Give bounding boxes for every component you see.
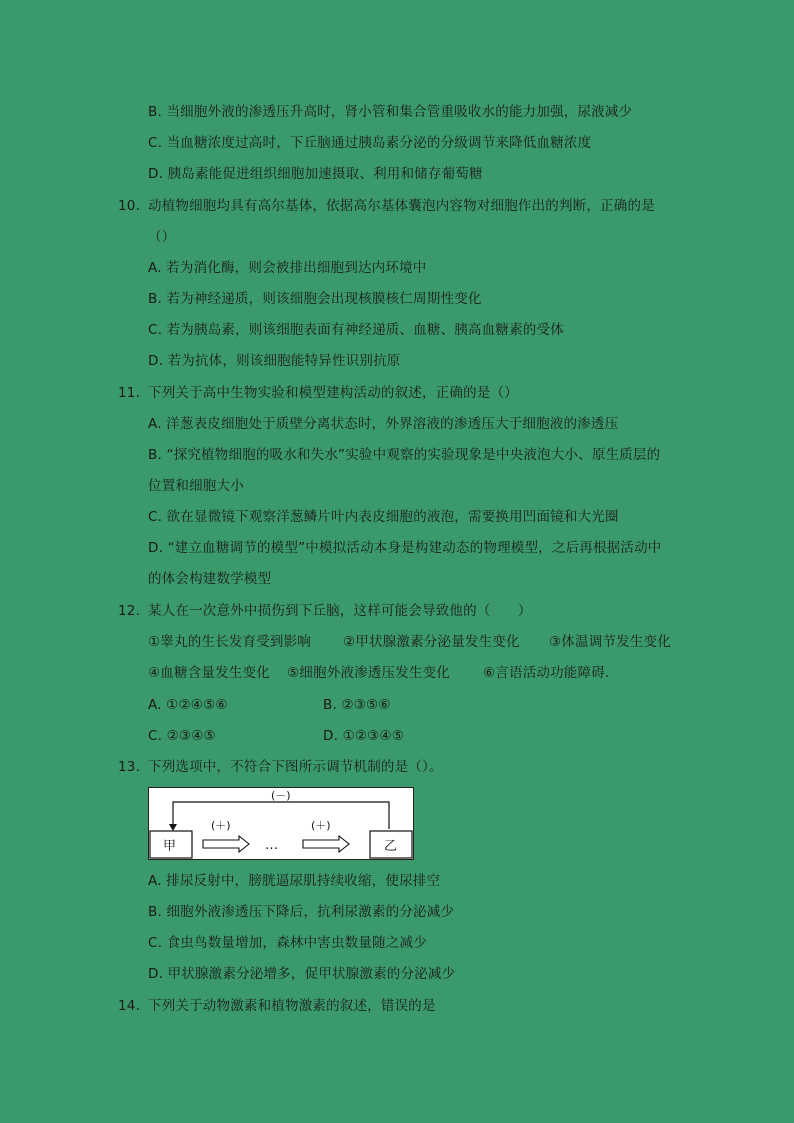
q11-option-d-continued: 的体会构建数学模型 [148,571,272,587]
q11-option-c: C. 欲在显微镜下观察洋葱鳞片叶内表皮细胞的液泡，需要换用凹面镜和大光圈 [148,509,619,525]
q9-option-c: C. 当血糖浓度过高时，下丘脑通过胰岛素分泌的分级调节来降低血糖浓度 [148,135,592,151]
q12-item-1: ①睾丸的生长发育受到影响 [148,634,312,650]
q13-option-d: D. 甲状腺激素分泌增多，促甲状腺激素的分泌减少 [148,966,456,982]
q12-stem: 某人在一次意外中损伤到下丘脑，这样可能会导致他的（ ） [148,603,532,619]
q13-option-c: C. 食虫鸟数量增加，森林中害虫数量随之减少 [148,935,427,951]
q13-stem: 下列选项中，不符合下图所示调节机制的是（）。 [148,759,443,775]
q12-item-5: ⑤细胞外液渗透压发生变化 [287,665,451,681]
q12-option-b: B. ②③⑤⑥ [323,697,391,713]
ellipsis: … [265,838,278,853]
q10-option-c: C. 若为胰岛素，则该细胞表面有神经递质、血糖、胰高血糖素的受体 [148,322,564,338]
feedback-diagram [148,787,414,860]
q11-option-a: A. 洋葱表皮细胞处于质壁分离状态时，外界溶液的渗透压大于细胞液的渗透压 [148,416,619,432]
plus-label-2: (＋) [311,819,331,832]
q9-option-d: D. 胰岛素能促进组织细胞加速摄取、利用和储存葡萄糖 [148,166,483,182]
feedback-arrowhead [169,824,177,831]
q11-number: 11. [118,385,141,401]
q12-item-3: ③体温调节发生变化 [549,634,671,650]
box-jia-label: 甲 [163,839,177,854]
q12-number: 12. [118,603,141,619]
q9-option-b: B. 当细胞外液的渗透压升高时，肾小管和集合管重吸收水的能力加强，尿液减少 [148,104,633,120]
q14-number: 14. [118,998,141,1014]
q11-option-d: D. “建立血糖调节的模型”中模拟活动本身是构建动态的物理模型，之后再根据活动中 [148,540,662,556]
q10-option-a: A. 若为消化酶，则会被排出细胞到达内环境中 [148,260,427,276]
q11-option-b: B. “探究植物细胞的吸水和失水”实验中观察的实验现象是中央液泡大小、原生质层的 [148,447,661,463]
q12-item-6: ⑥言语活动功能障碍. [483,665,610,681]
minus-label: (－) [271,789,291,802]
box-yi-label: 乙 [384,839,398,854]
q11-stem: 下列关于高中生物实验和模型建构活动的叙述，正确的是（） [148,385,518,401]
hollow-arrow-1 [203,836,249,852]
q12-option-c: C. ②③④⑤ [148,728,216,744]
q10-option-b: B. 若为神经递质，则该细胞会出现核膜核仁周期性变化 [148,291,482,307]
feedback-line [173,802,389,829]
q10-stem-continued: （） [148,229,176,245]
q13-number: 13. [118,759,141,775]
q11-option-b-continued: 位置和细胞大小 [148,478,244,494]
q12-option-d: D. ①②③④⑤ [323,728,405,744]
q13-option-a: A. 排尿反射中，膀胱逼尿肌持续收缩，使尿排空 [148,873,441,889]
q12-item-2: ②甲状腺激素分泌量发生变化 [343,634,520,650]
q10-number: 10. [118,198,141,214]
q14-stem: 下列关于动物激素和植物激素的叙述，错误的是 [148,998,436,1014]
q10-option-d: D. 若为抗体，则该细胞能特异性识别抗原 [148,353,401,369]
q10-stem: 动植物细胞均具有高尔基体，依据高尔基体囊泡内容物对细胞作出的判断，正确的是 [148,198,655,214]
plus-label-1: (＋) [211,819,231,832]
q12-item-4: ④血糖含量发生变化 [148,665,270,681]
q13-option-b: B. 细胞外液渗透压下降后，抗利尿激素的分泌减少 [148,904,455,920]
hollow-arrow-2 [303,836,349,852]
q12-option-a: A. ①②④⑤⑥ [148,697,228,713]
